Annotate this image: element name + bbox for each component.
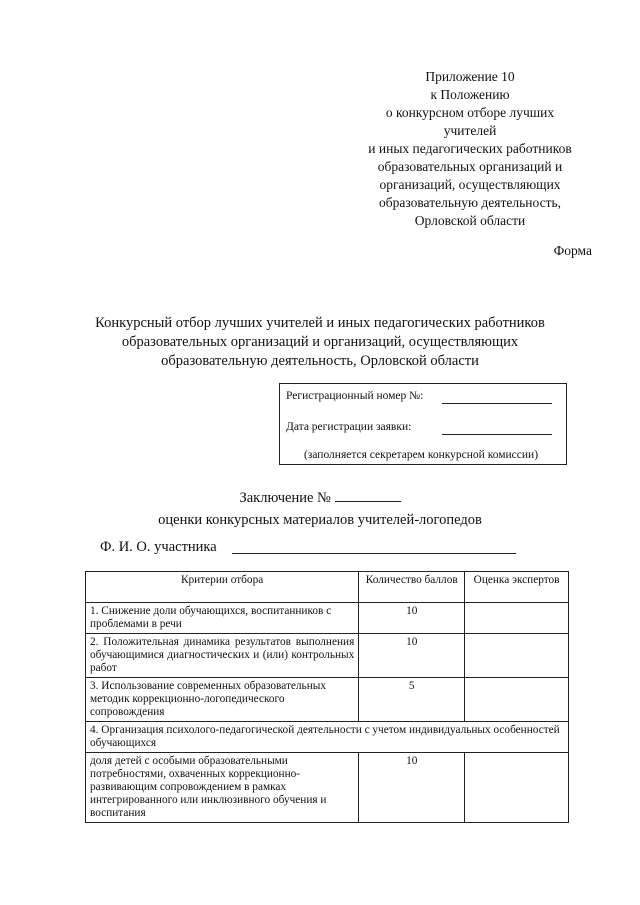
criteria-table — [85, 571, 569, 823]
criterion-cell: 1. Снижение доли обучающихся, воспитанников с проблемами в речи — [86, 603, 359, 634]
header-points: Количество баллов — [359, 572, 465, 603]
criterion-section-cell: 4. Организация психолого-педагогической деятельности с учетом индивидуальных особенностей обучающихся — [86, 722, 569, 753]
table-header-row — [86, 572, 569, 603]
expert-score-cell[interactable] — [465, 603, 569, 634]
appendix-line: к Положению — [430, 87, 510, 102]
conclusion-subtitle: оценки конкурсных материалов учителей-логопедов — [158, 512, 482, 528]
participant-label: Ф. И. О. участника — [100, 539, 217, 555]
table-row — [86, 634, 569, 678]
registration-note: (заполняется секретарем конкурсной комиссии) — [303, 449, 539, 461]
conclusion-heading — [60, 487, 580, 531]
criterion-cell: доля детей с особыми образовательными потребностями, охваченных коррекционно-развивающим сопровождением в рамках интегрированного или инклюзивного обучения и воспитания — [86, 753, 359, 823]
criterion-cell: 2. Положительная динамика результатов выполнения обучающимися диагностических и (или) контрольных работ — [86, 634, 359, 678]
expert-score-cell[interactable] — [465, 753, 569, 823]
conclusion-number-field[interactable] — [335, 489, 401, 502]
points-cell: 5 — [359, 678, 465, 722]
contest-title — [60, 314, 580, 371]
registration-date-label: Дата регистрации заявки: — [286, 421, 412, 433]
points-cell: 10 — [359, 753, 465, 823]
appendix-line: и иных педагогических работников — [368, 141, 572, 156]
registration-box — [279, 383, 567, 465]
contest-title-line: образовательную деятельность, Орловской области — [161, 353, 479, 369]
appendix-line: организаций, осуществляющих — [379, 177, 561, 192]
appendix-line: Приложение 10 — [425, 69, 515, 84]
appendix-line: Орловской области — [414, 213, 526, 228]
criterion-cell: 3. Использование современных образовательных методик коррекционно-логопедического сопровождения — [86, 678, 359, 722]
expert-score-cell[interactable] — [465, 678, 569, 722]
participant-name-field[interactable] — [232, 553, 516, 554]
table-row — [86, 678, 569, 722]
points-cell: 10 — [359, 603, 465, 634]
header-expert: Оценка экспертов — [465, 572, 569, 603]
conclusion-title: Заключение № — [239, 490, 331, 506]
registration-date-field[interactable] — [442, 434, 552, 435]
appendix-line: о конкурсном отборе лучших — [385, 105, 555, 120]
appendix-line: учителей — [443, 123, 497, 138]
registration-number-label: Регистрационный номер №: — [286, 390, 424, 402]
header-criteria: Критерии отбора — [86, 572, 359, 603]
appendix-line: образовательных организаций и — [377, 159, 563, 174]
table-row-section — [86, 722, 569, 753]
appendix-heading — [330, 68, 610, 230]
contest-title-line: образовательных организаций и организаций, осуществляющих — [121, 334, 519, 350]
contest-title-line: Конкурсный отбор лучших учителей и иных педагогических работников — [95, 315, 545, 331]
appendix-line: образовательную деятельность, — [378, 195, 561, 210]
points-cell: 10 — [359, 634, 465, 678]
expert-score-cell[interactable] — [465, 634, 569, 678]
form-label: Форма — [553, 243, 592, 258]
table-row — [86, 603, 569, 634]
table-row — [86, 753, 569, 823]
registration-number-field[interactable] — [442, 403, 552, 404]
